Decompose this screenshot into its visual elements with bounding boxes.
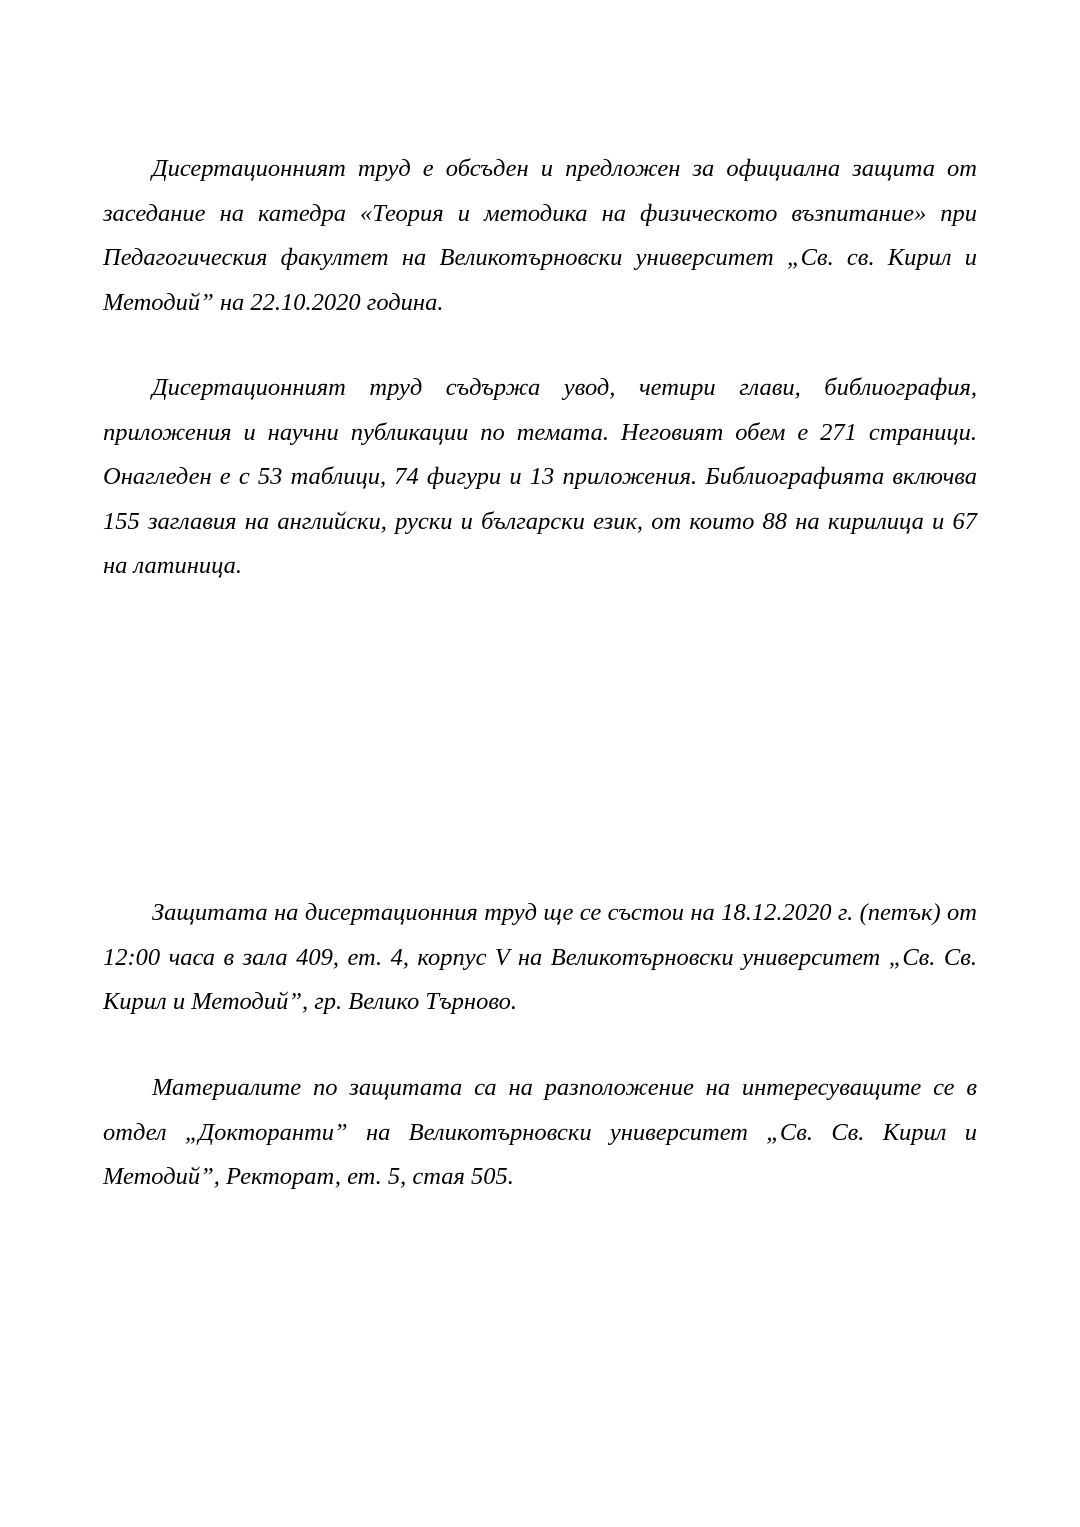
paragraph-dissertation-discussed: Дисертационният труд е обсъден и предложен за официална защита от заседание на катедра «Теория и методика на физическото възпитание» при Педагогическия факултет на Великотърновски университет „Св. св. Кирил и Методий” на 22.10.2020 година.	[103, 155, 977, 316]
paragraph-materials-availability: Материалите по защитата са на разположение на интересуващите се в отдел „Докторанти” на Великотърновски университет „Св. Св. Кирил и Методий”, Ректорат, ет. 5, стая 505.	[103, 1074, 977, 1190]
paragraph-defense-schedule: Защитата на дисертационния труд ще се състои на 18.12.2020 г. (петък) от 12:00 часа в зала 409, ет. 4, корпус V на Великотърновски университет „Св. Св. Кирил и Методий”, гр. Велико Търново.	[103, 899, 977, 1015]
paragraph-dissertation-contents: Дисертационният труд съдържа увод, четири глави, библиография, приложения и научни публикации по темата. Неговият обем е 271 страници. Онагледен е с 53 таблици, 74 фигури и 13 приложения. Библиографията включва 155 заглавия на английски, руски и български език, от които 88 на кирилица и 67 на латиница.	[103, 374, 977, 579]
